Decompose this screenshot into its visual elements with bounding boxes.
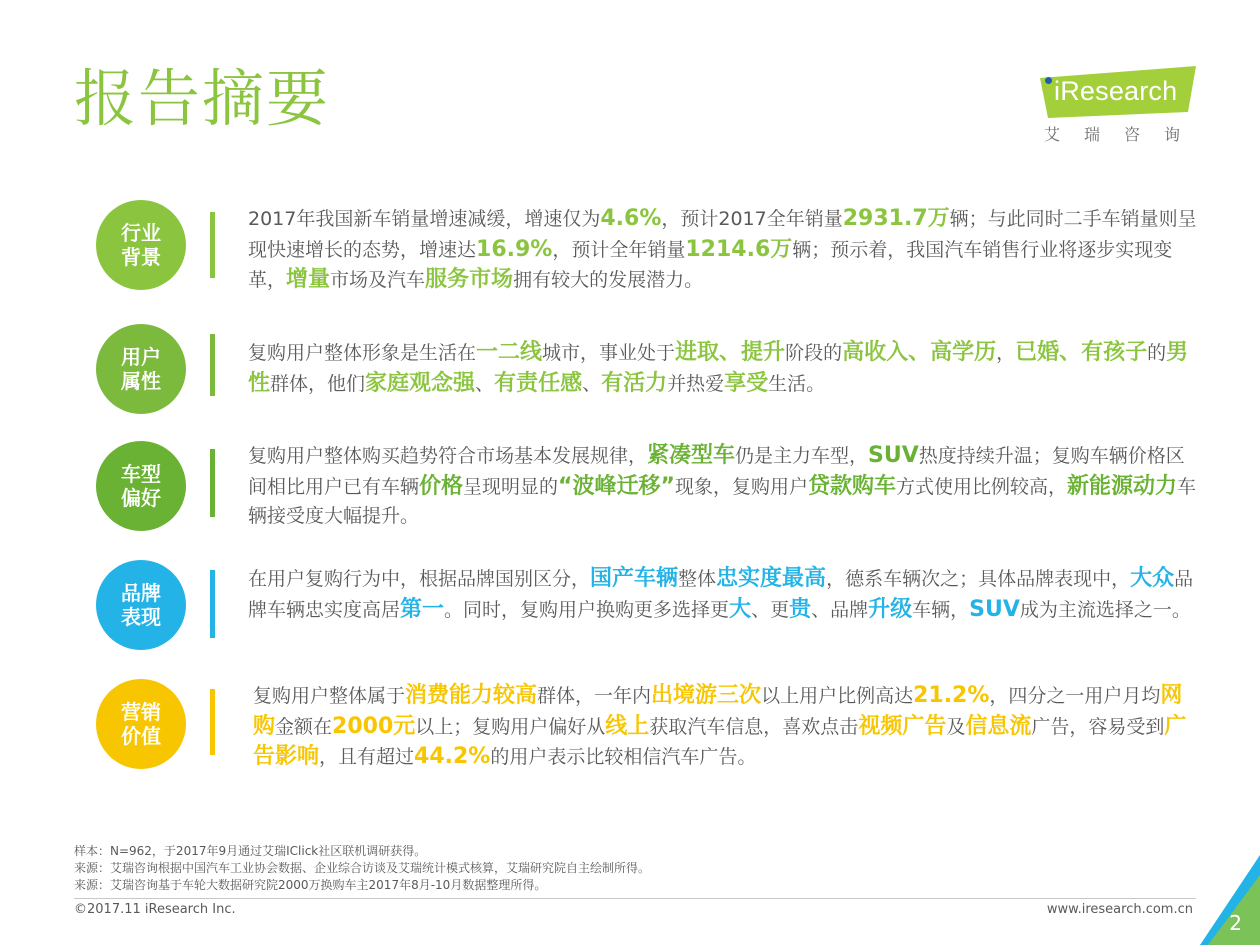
body-text: 金额在 bbox=[275, 715, 333, 738]
body-text: 、品牌 bbox=[811, 598, 869, 621]
body-text: 辆；预示着，我国汽车销售行业将逐步实现变革， bbox=[248, 238, 1173, 291]
body-text: 拥有较大的发展潜力。 bbox=[513, 269, 704, 291]
section-badge-industry bbox=[96, 200, 186, 290]
body-text: 、 bbox=[582, 372, 602, 395]
footnote-source-1: 来源：艾瑞咨询根据中国汽车工业协会数据、企业综合访谈及艾瑞统计模式核算，艾瑞研究院自主绘制所得。 bbox=[74, 861, 651, 875]
highlight-text: 紧凑型车 bbox=[647, 443, 736, 468]
section-text bbox=[248, 204, 1198, 296]
body-text: ， bbox=[996, 342, 1016, 364]
highlight-text: 一二线 bbox=[476, 340, 543, 365]
page-title: 报告摘要 bbox=[74, 62, 331, 135]
logo-dot-icon bbox=[1045, 77, 1052, 84]
highlight-text: 1214.6万 bbox=[685, 236, 793, 262]
body-text: ，预计2017全年销量 bbox=[661, 208, 843, 230]
body-text: 生活。 bbox=[768, 372, 826, 395]
highlight-text: 大众 bbox=[1130, 566, 1175, 591]
badge-label-line2: 偏好 bbox=[121, 486, 161, 510]
body-text: 。同时，复购用户换购更多选择更 bbox=[444, 598, 730, 621]
body-text: 城市，事业处于 bbox=[542, 342, 676, 364]
body-text: 方式使用比例较高， bbox=[896, 475, 1068, 498]
website-link[interactable]: www.iresearch.com.cn bbox=[1046, 902, 1193, 917]
body-text: 仍是主力车型， bbox=[735, 445, 869, 467]
body-text: 并热爱 bbox=[667, 372, 725, 395]
badge-label-line1: 品牌 bbox=[121, 580, 161, 605]
highlight-text: 已婚、有孩子 bbox=[1015, 340, 1148, 365]
body-text: 以上用户比例高达 bbox=[761, 685, 914, 707]
highlight-text: 新能源动力 bbox=[1067, 473, 1178, 499]
body-text: 整体 bbox=[678, 568, 717, 590]
body-text: 在用户复购行为中，根据品牌国别区分， bbox=[248, 568, 591, 590]
highlight-text: 价格 bbox=[419, 473, 464, 499]
body-text: 阶段的 bbox=[785, 342, 843, 364]
body-text: ，预计全年销量 bbox=[552, 238, 686, 261]
highlight-text: 男性 bbox=[248, 340, 1189, 396]
badge-label-line2: 价值 bbox=[121, 724, 161, 748]
section-text bbox=[248, 338, 1198, 399]
body-text: 品牌车辆忠实度高居 bbox=[248, 568, 1194, 621]
body-text: 群体，一年内 bbox=[537, 685, 652, 707]
body-text: 2017年我国新车销量增速减缓，增速仅为 bbox=[248, 208, 601, 230]
section-badge-car bbox=[96, 441, 186, 531]
highlight-text: 广告影响 bbox=[253, 713, 1187, 769]
body-text: 、 bbox=[475, 372, 495, 395]
body-text: 辆；与此同时二手车销量则呈现快速增长的态势，增速达 bbox=[248, 208, 1197, 261]
body-text: 群体，他们 bbox=[270, 372, 366, 395]
highlight-text: 有责任感 bbox=[494, 370, 583, 396]
highlight-text: 贵 bbox=[789, 596, 812, 622]
body-text: 热度持续升温；复购车辆价格区间相比用户已有车辆 bbox=[248, 445, 1185, 498]
highlight-text: 忠实度最高 bbox=[716, 566, 827, 591]
footnote-source-2: 来源：艾瑞咨询基于车轮大数据研究院2000万换购车主2017年8月-10月数据整理所得。 bbox=[74, 878, 547, 892]
section-divider-bar bbox=[210, 570, 215, 638]
logo-wordmark: iResearch bbox=[1054, 76, 1178, 106]
section-divider-bar bbox=[210, 689, 215, 755]
body-text: 现象，复购用户 bbox=[674, 475, 808, 498]
badge-label-line1: 营销 bbox=[121, 699, 161, 724]
highlight-text: 视频广告 bbox=[858, 713, 947, 739]
body-text: 广告，容易受到 bbox=[1031, 715, 1165, 738]
body-text: 、更 bbox=[751, 598, 790, 621]
section-badge-brand bbox=[96, 560, 186, 650]
section-text bbox=[253, 681, 1203, 773]
highlight-text: 2931.7万 bbox=[842, 206, 950, 231]
footer-divider bbox=[74, 898, 1196, 899]
highlight-text: 信息流 bbox=[965, 713, 1032, 739]
badge-label-line1: 行业 bbox=[121, 220, 161, 245]
footnotes bbox=[74, 843, 650, 894]
highlight-text: 大 bbox=[729, 596, 752, 622]
highlight-text: 线上 bbox=[605, 713, 650, 739]
highlight-text: 享受 bbox=[724, 370, 769, 396]
section-badge-marketing bbox=[96, 679, 186, 769]
body-text: ，且有超过 bbox=[319, 746, 415, 768]
body-text: 以上；复购用户偏好从 bbox=[415, 715, 606, 738]
highlight-text: 网购 bbox=[253, 683, 1183, 739]
highlight-text: 高收入、高学历 bbox=[842, 340, 997, 365]
section-divider-bar bbox=[210, 449, 215, 517]
page-number: 2 bbox=[1229, 911, 1242, 935]
highlight-text: 21.2% bbox=[913, 683, 990, 708]
section-text bbox=[248, 564, 1198, 625]
highlight-text: 16.9% bbox=[476, 236, 553, 262]
body-text: ，德系车辆次之；具体品牌表现中， bbox=[826, 568, 1131, 590]
highlight-text: “波峰迁移” bbox=[558, 473, 675, 499]
highlight-text: 增量 bbox=[286, 267, 331, 292]
highlight-text: 有活力 bbox=[601, 370, 668, 396]
highlight-text: 国产车辆 bbox=[590, 566, 679, 591]
body-text: 车辆接受度大幅提升。 bbox=[248, 475, 1197, 527]
body-text: 的 bbox=[1147, 342, 1167, 364]
badge-label-line2: 表现 bbox=[121, 605, 161, 629]
highlight-text: SUV bbox=[969, 596, 1020, 622]
highlight-text: 4.6% bbox=[600, 206, 662, 231]
logo-chinese-name: 艾瑞咨询 bbox=[1044, 125, 1205, 144]
body-text: 车辆， bbox=[912, 598, 970, 621]
body-text: 的用户表示比较相信汽车广告。 bbox=[490, 746, 757, 768]
badge-label-line1: 车型 bbox=[121, 461, 161, 486]
section-badge-user bbox=[96, 324, 186, 414]
body-text: ，四分之一用户月均 bbox=[989, 685, 1161, 707]
body-text: 复购用户整体购买趋势符合市场基本发展规律， bbox=[248, 445, 648, 467]
highlight-text: 贷款购车 bbox=[807, 473, 896, 499]
body-text: 复购用户整体属于 bbox=[253, 685, 406, 707]
body-text: 市场及汽车 bbox=[330, 269, 426, 291]
badge-label-line2: 属性 bbox=[121, 369, 161, 393]
body-text: 成为主流选择之一。 bbox=[1019, 598, 1191, 621]
section-divider-bar bbox=[210, 334, 215, 396]
footnote-sample: 样本：N=962，于2017年9月通过艾瑞IClick社区联机调研获得。 bbox=[74, 844, 427, 858]
highlight-text: 升级 bbox=[868, 596, 913, 622]
copyright: ©2017.11 iResearch Inc. bbox=[74, 902, 236, 917]
highlight-text: 服务市场 bbox=[425, 267, 514, 292]
badge-label-line1: 用户 bbox=[121, 344, 161, 369]
body-text: 及 bbox=[946, 715, 966, 738]
highlight-text: SUV bbox=[868, 443, 919, 468]
highlight-text: 消费能力较高 bbox=[405, 683, 538, 708]
highlight-text: 44.2% bbox=[414, 744, 491, 769]
body-text: 呈现明显的 bbox=[463, 475, 559, 498]
section-divider-bar bbox=[210, 212, 215, 278]
iresearch-logo bbox=[1038, 66, 1205, 146]
body-text: 复购用户整体形象是生活在 bbox=[248, 342, 477, 364]
highlight-text: 家庭观念强 bbox=[365, 370, 476, 396]
highlight-text: 第一 bbox=[400, 596, 445, 622]
body-text: 获取汽车信息，喜欢点击 bbox=[649, 715, 859, 738]
highlight-text: 进取、提升 bbox=[675, 340, 786, 365]
badge-label-line2: 背景 bbox=[121, 245, 161, 269]
highlight-text: 2000元 bbox=[332, 713, 416, 739]
highlight-text: 出境游三次 bbox=[651, 683, 762, 708]
section-text bbox=[248, 441, 1198, 532]
